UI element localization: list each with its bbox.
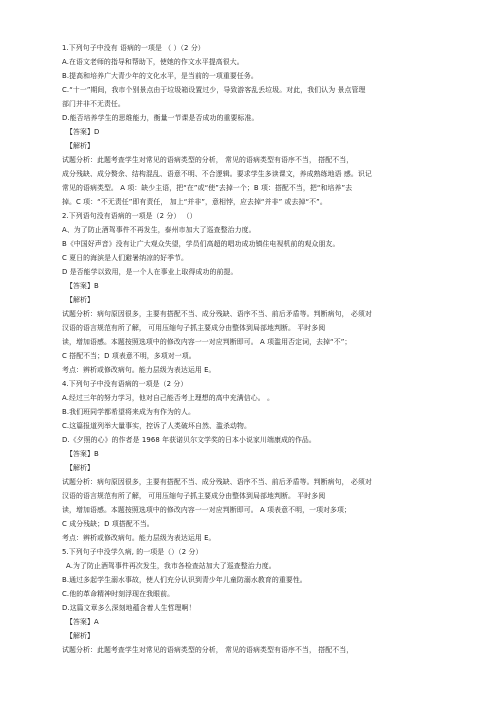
question-1-option-c: C.“十一”期间，我市个别景点由于垃圾箱设置过少，导致游客乱丢垃圾。对此，我们认为 景点管理 [62, 86, 366, 94]
question-4-option-d: D.《夕照的心》的作者是 1968 年获诺贝尔文学奖的日本小说家川端康成的作品。 [62, 436, 316, 444]
question-2-stem: 2.下列语句没有语病的一项是（2 分） （） [62, 212, 197, 220]
question-1-option-a: A.在语文老师的指导和帮助下，使她的作文水平提高很大。 [62, 58, 244, 66]
question-4-option-b: B.我们班同学都希望将来成为有作为的人。 [62, 408, 195, 416]
question-5-option-d: D.这篇文章多么深刻地蕴含着人生哲理啊！ [62, 604, 196, 612]
analysis-text: 汉语的语言规范有所了解， 可用压缩句子抓主要成分由整体到局部地判断。 平时多阅 [62, 492, 326, 500]
question-2-option-a: A、为了防止酒驾事件不再发生，泰州市加大了巡查整治力度。 [62, 226, 256, 234]
answer-label: 【答案】B [66, 450, 99, 458]
analysis-text: 成分残缺、成分赘余、结构混乱、语意不明、不合逻辑。要求学生多读课文，养成熟练地语 感。识记 [62, 170, 372, 178]
analysis-text: 读，增加语感。本题按照选项中的修改内容一一对应判断即可。 A 项滥用否定词，去掉“不”； [62, 338, 352, 346]
question-5-stem: 5.下列句子中没学久病, 的一项是（）（2 分） [62, 548, 203, 556]
answer-label: 【答案】D [66, 128, 100, 136]
analysis-text: 汉语的语言规范有所了解， 可用压缩句子抓主要成分由整体到局部地判断。 平时多阅 [62, 324, 326, 332]
analysis-text: 常见的语病类型。 A 项：缺少主语，把“在”或“使”去掉一个；B 项：搭配不当，把“和培养”去 [62, 184, 353, 192]
analysis-text: C 成分残缺；D 项搭配不当。 [62, 520, 154, 528]
question-2-option-c: C 夏日的海滨是人们避暑纳凉的好季节。 [62, 254, 189, 262]
analysis-text: 试题分析：病句原因很多，主要有搭配不当、成分残缺、语序不当、前后矛盾等。判断病句， 必须对 [62, 310, 372, 318]
analysis-text: 试题分析：此题考查学生对常见的语病类型的分析， 常见的语病类型有语序不当， 搭配不当， [62, 646, 354, 654]
question-4-option-c: C.这篇报道列举大量事实，控诉了人类破坏自然、滥杀动物。 [62, 422, 251, 430]
analysis-label: 【解析】 [66, 142, 94, 150]
question-1-option-b: B.提高和培养广大青少年的文化水平，是当前的一项重要任务。 [62, 72, 258, 80]
question-2-option-d: D 是否能学以致用，是一个人在事业上取得成功的前提。 [62, 268, 238, 276]
question-5-option-c: C.他的革命精神时刻浮现在我眼前。 [62, 590, 175, 598]
question-5-option-b: B.通过多起学生溺水事故，使人们充分认识到青少年儿童防溺水教育的重要性。 [62, 576, 307, 584]
question-2-option-b: B《中国好声音》没有让广大观众失望，学员们高超的唱功成功镇住电视机前的观众朋友。 [62, 240, 340, 248]
analysis-text: 掉。C 项：“不无责任”即有责任， 加上“并非”，意相悖，应去掉“并非” 或去掉“不”。 [62, 198, 327, 206]
analysis-text: 试题分析：病句原因很多，主要有搭配不当、成分残缺、语序不当、前后矛盾等。判断病句， 必须对 [62, 478, 372, 486]
question-1-stem: 1.下列句子中没有 语病的一项是 （ ）（2 分） [62, 44, 205, 52]
question-5-option-a: A.为了防止酒驾事件再次发生，我市各检查站加大了巡查整治力度。 [66, 562, 276, 570]
analysis-text: C 搭配不当；D 项表意不明，多项对一项。 [62, 352, 196, 360]
answer-label: 【答案】A [66, 618, 99, 626]
analysis-text: 试题分析：此题考查学生对常见的语病类型的分析， 常见的语病类型有语序不当， 搭配不当， [62, 156, 354, 164]
question-1-option-d: D.能否培养学生的思维能力，衡量一节课是否成功的重要标准。 [62, 114, 259, 122]
question-4-option-a: A.经过三年的努力学习，他对自己能否考上理想的高中充满信心。 。 [62, 394, 274, 402]
answer-label: 【答案】B [66, 282, 99, 290]
analysis-label: 【解析】 [66, 464, 94, 472]
analysis-label: 【解析】 [66, 296, 94, 304]
knowledge-point: 考点：辨析或修改病句。能力层级为表达运用 E。 [62, 534, 216, 542]
knowledge-point: 考点：辨析或修改病句。能力层级为表达运用 E。 [62, 366, 216, 374]
analysis-text: 读，增加语感。本题按照选项中的修改内容一一对应判断即可。 A 项表意不明，一项对多项； [62, 506, 352, 514]
analysis-label: 【解析】 [66, 632, 94, 640]
question-4-stem: 4.下列句子中没有语病的一项是（2 分） [62, 380, 188, 388]
question-1-option-c-cont: 部门并非不无责任。 [62, 100, 125, 108]
